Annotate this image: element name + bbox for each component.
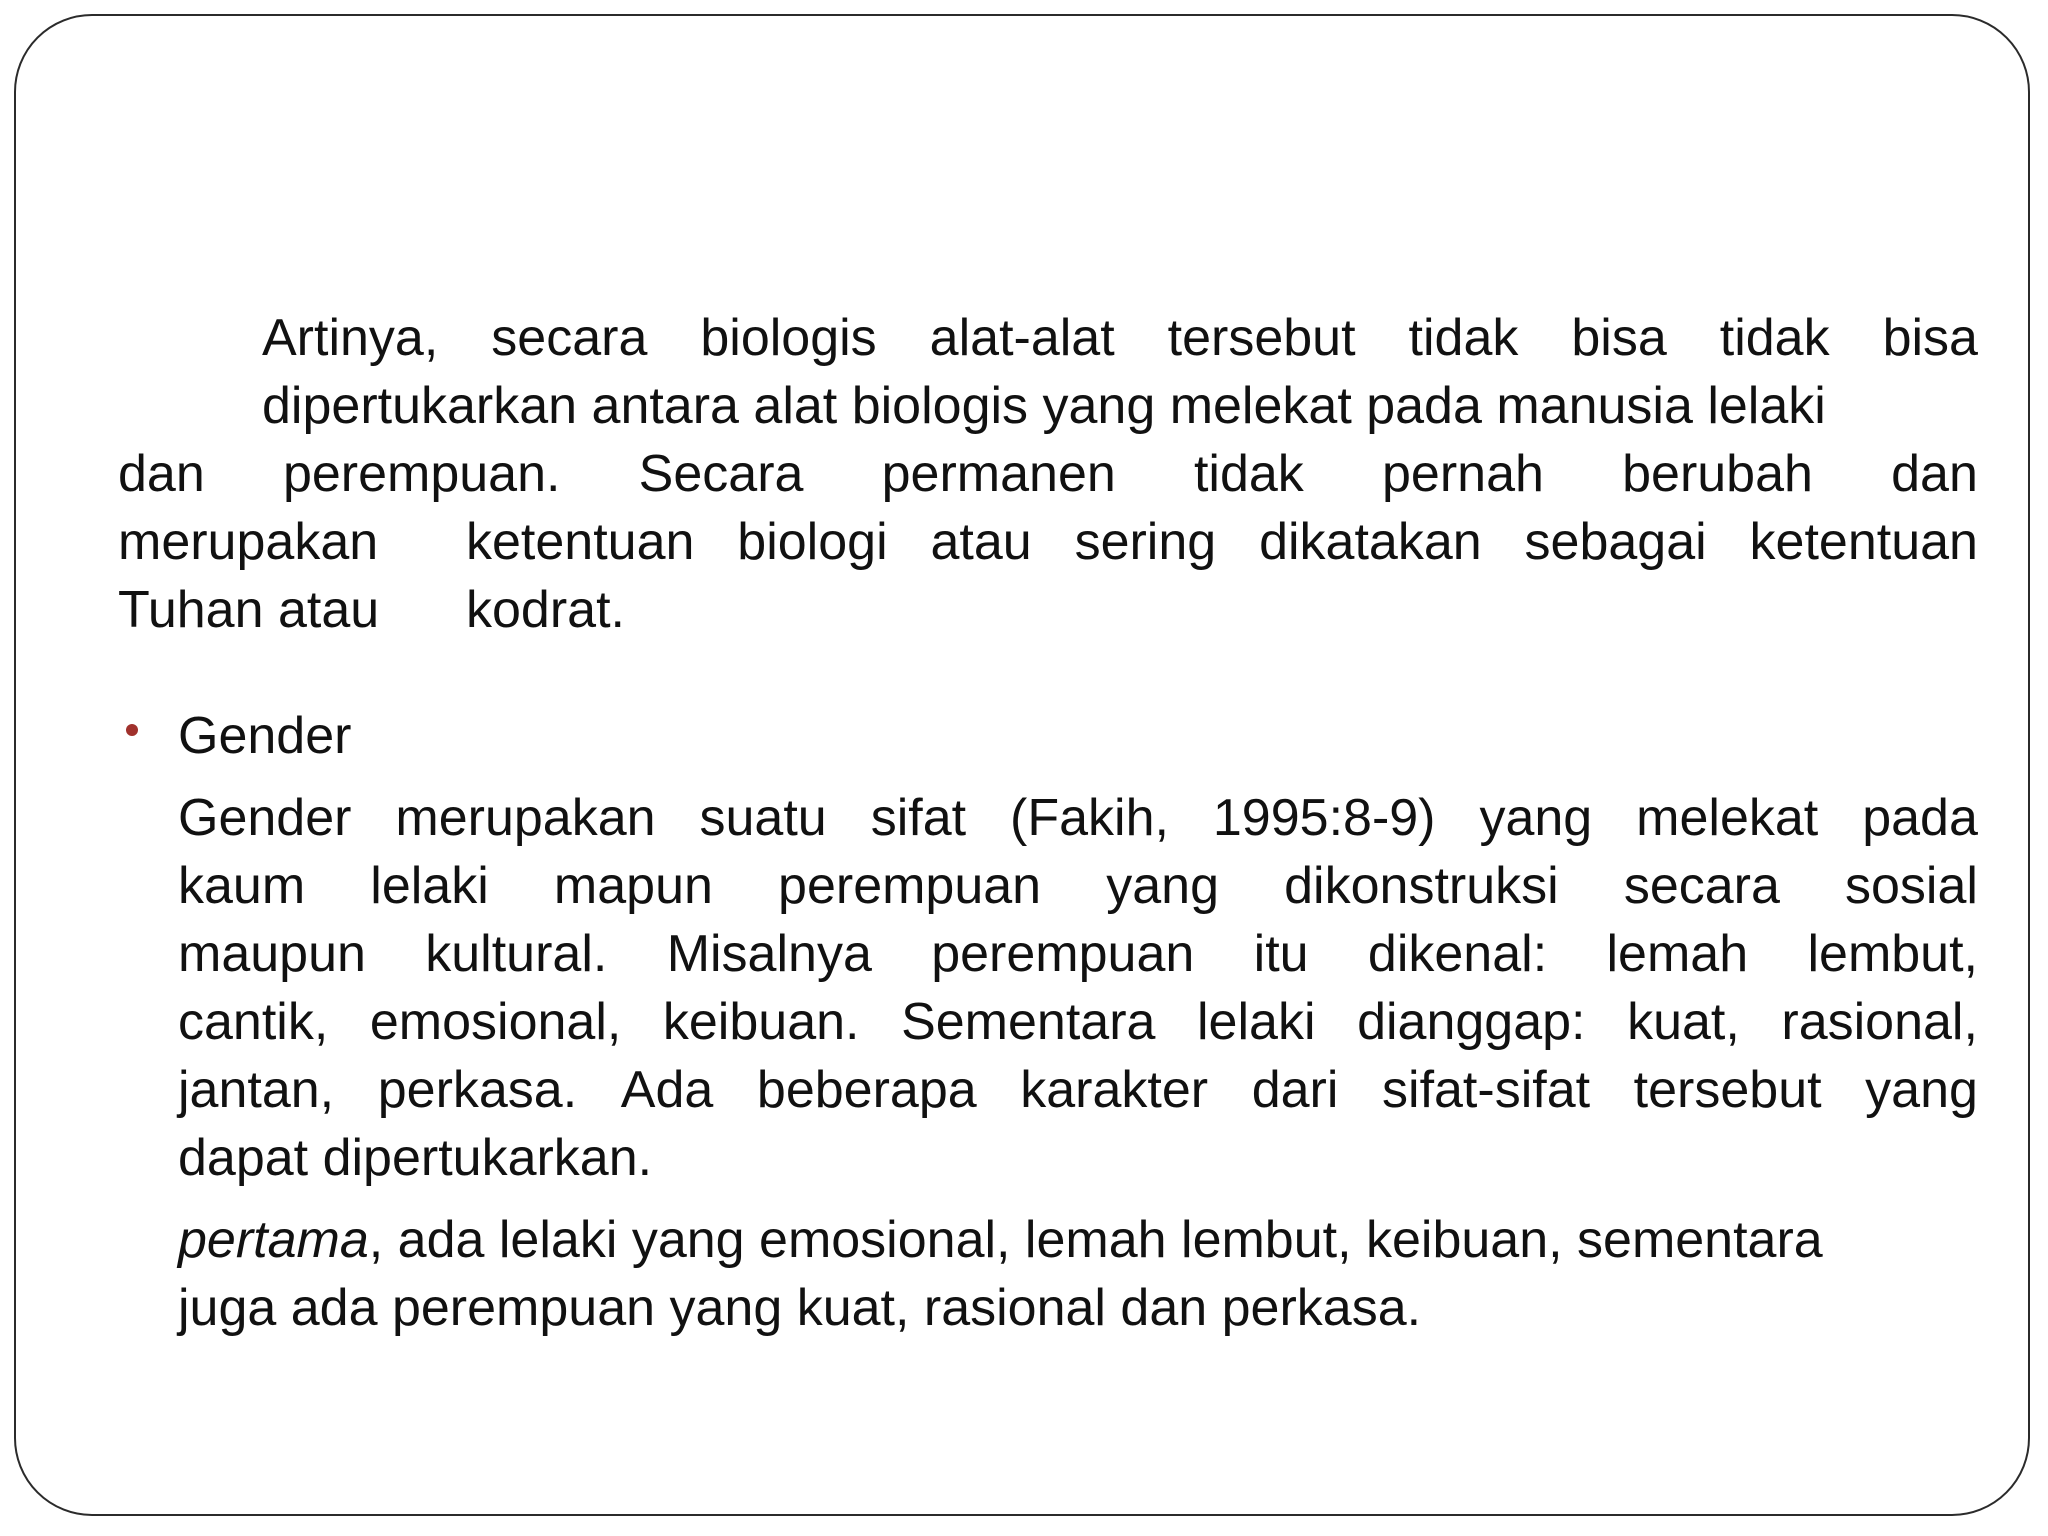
word: perempuan. <box>282 445 561 503</box>
word: tersebut <box>1167 309 1356 367</box>
word: tidak <box>1719 309 1830 367</box>
word: lelaki <box>370 857 489 915</box>
word: yang <box>1106 857 1219 915</box>
word: kaum <box>178 857 306 915</box>
word: sering <box>1074 513 1217 571</box>
word: ketentuan <box>1749 513 1978 571</box>
word: kultural. <box>425 925 608 983</box>
word: dikonstruksi <box>1284 857 1559 915</box>
word: 1995:8-9) <box>1212 789 1436 847</box>
word: tidak <box>1408 309 1519 367</box>
para2-line5 <box>178 1056 1978 1124</box>
word: biologi <box>737 513 888 571</box>
word: (Fakih, <box>1010 789 1169 847</box>
word: sebagai <box>1524 513 1707 571</box>
para3-line2: juga ada perempuan yang kuat, rasional dan perkasa. <box>178 1279 1422 1337</box>
word: melekat <box>1636 789 1819 847</box>
para2-line1 <box>178 784 1978 852</box>
word: beberapa <box>756 1061 977 1119</box>
word: lembut, <box>1807 925 1978 983</box>
word: secara <box>491 309 648 367</box>
word: yang <box>1479 789 1593 847</box>
word: dianggap: <box>1357 993 1586 1051</box>
word: atau <box>930 513 1032 571</box>
para2-line6: dapat dipertukarkan. <box>178 1129 653 1187</box>
bullet-dot <box>126 724 138 736</box>
para3-line1-rest: , ada lelaki yang emosional, lemah lembut, keibuan, sementara <box>368 1211 1823 1269</box>
word: itu <box>1253 925 1309 983</box>
word: dari <box>1251 1061 1339 1119</box>
word: ketentuan <box>466 513 695 571</box>
word: Gender <box>178 789 352 847</box>
para2-line3 <box>178 920 1978 988</box>
word: berubah <box>1622 445 1813 503</box>
word: dan <box>118 445 205 503</box>
para1-line1 <box>262 304 1978 372</box>
word: merupakan <box>395 789 656 847</box>
word: bisa <box>1882 309 1978 367</box>
word: dikatakan <box>1259 513 1482 571</box>
word: maupun <box>178 925 366 983</box>
word: emosional, <box>369 993 622 1051</box>
word: cantik, <box>178 993 329 1051</box>
word: tersebut <box>1633 1061 1822 1119</box>
word: dan <box>1891 445 1978 503</box>
word: keibuan. <box>662 993 860 1051</box>
word: perkasa. <box>377 1061 578 1119</box>
word: secara <box>1623 857 1780 915</box>
para1-line5-right: kodrat. <box>466 581 625 639</box>
para1-line4-left: merupakan <box>118 513 379 571</box>
word: rasional, <box>1781 993 1978 1051</box>
word: perempuan <box>778 857 1042 915</box>
word: sosial <box>1845 857 1978 915</box>
para1-line3 <box>118 440 1978 508</box>
word: sifat <box>870 789 967 847</box>
word: permanen <box>881 445 1116 503</box>
para1-line2: dipertukarkan antara alat biologis yang melekat pada manusia lelaki <box>262 377 1826 435</box>
word: tidak <box>1193 445 1304 503</box>
word: biologis <box>700 309 877 367</box>
word: jantan, <box>178 1061 335 1119</box>
word: yang <box>1865 1061 1978 1119</box>
word: pernah <box>1382 445 1544 503</box>
word: Artinya, <box>262 309 439 367</box>
word: karakter <box>1020 1061 1209 1119</box>
word: mapun <box>553 857 713 915</box>
para1-line5-left: Tuhan atau <box>118 581 380 639</box>
word: lelaki <box>1197 993 1316 1051</box>
word: kuat, <box>1627 993 1740 1051</box>
word: suatu <box>699 789 827 847</box>
word: lemah <box>1606 925 1749 983</box>
word: Sementara <box>901 993 1156 1051</box>
para3-line1 <box>178 1206 1823 1274</box>
para1-line4-right <box>466 508 1978 576</box>
word: alat-alat <box>929 309 1115 367</box>
word: sifat-sifat <box>1382 1061 1591 1119</box>
bullet-title: Gender <box>178 707 352 765</box>
word: dikenal: <box>1367 925 1548 983</box>
para3-italic-word: pertama <box>178 1211 369 1269</box>
word: perempuan <box>931 925 1195 983</box>
word: Ada <box>620 1061 714 1119</box>
word: pada <box>1862 789 1978 847</box>
word: Secara <box>638 445 804 503</box>
word: Misalnya <box>666 925 872 983</box>
para2-line4 <box>178 988 1978 1056</box>
word: bisa <box>1571 309 1667 367</box>
para2-line2 <box>178 852 1978 920</box>
